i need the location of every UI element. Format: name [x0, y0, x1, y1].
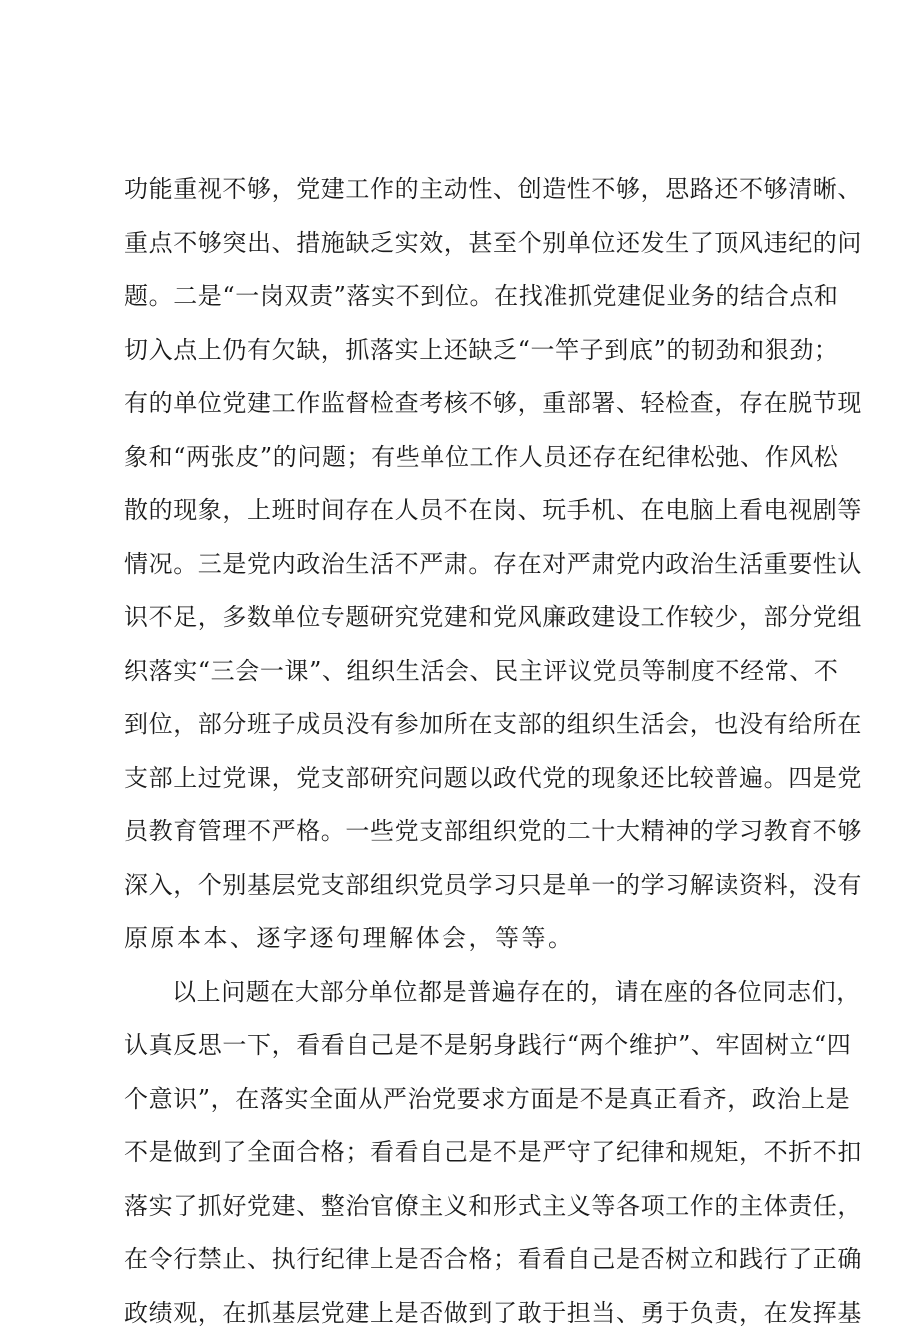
- text-line: 落实了抓好党建、整治官僚主义和形式主义等各项工作的主体责任，: [124, 1180, 824, 1234]
- text-line: 识不足，多数单位专题研究党建和党风廉政建设工作较少，部分党组: [124, 591, 824, 645]
- text-line: 情况。三是党内政治生活不严肃。存在对严肃党内政治生活重要性认: [124, 538, 824, 592]
- text-line: 散的现象，上班时间存在人员不在岗、玩手机、在电脑上看电视剧等: [124, 484, 824, 538]
- body-text: [124, 163, 824, 1340]
- text-line: 题。二是“一岗双责”落实不到位。在找准抓党建促业务的结合点和: [124, 270, 824, 324]
- text-line: 切入点上仍有欠缺，抓落实上还缺乏“一竿子到底”的韧劲和狠劲；: [124, 324, 824, 378]
- text-line: 不是做到了全面合格；看看自己是不是严守了纪律和规矩，不折不扣: [124, 1126, 824, 1180]
- text-line: 深入，个别基层党支部组织党员学习只是单一的学习解读资料，没有: [124, 859, 824, 913]
- text-line: 功能重视不够，党建工作的主动性、创造性不够，思路还不够清晰、: [124, 163, 824, 217]
- text-line: 员教育管理不严格。一些党支部组织党的二十大精神的学习教育不够: [124, 805, 824, 859]
- text-line: 有的单位党建工作监督检查考核不够，重部署、轻检查，存在脱节现: [124, 377, 824, 431]
- text-line: 政绩观，在抓基层党建上是否做到了敢于担当、勇于负责，在发挥基: [124, 1287, 824, 1340]
- text-line: 支部上过党课，党支部研究问题以政代党的现象还比较普遍。四是党: [124, 752, 824, 806]
- text-line: 在令行禁止、执行纪律上是否合格；看看自己是否树立和践行了正确: [124, 1233, 824, 1287]
- text-line: 个意识”，在落实全面从严治党要求方面是不是真正看齐，政治上是: [124, 1073, 824, 1127]
- text-line: 原原本本、逐字逐句理解体会，等等。: [124, 912, 824, 966]
- text-line-paragraph-start: 以上问题在大部分单位都是普遍存在的，请在座的各位同志们，: [124, 966, 824, 1020]
- text-line: 认真反思一下，看看自己是不是躬身践行“两个维护”、牢固树立“四: [124, 1019, 824, 1073]
- text-line: 重点不够突出、措施缺乏实效，甚至个别单位还发生了顶风违纪的问: [124, 217, 824, 271]
- text-line: 到位，部分班子成员没有参加所在支部的组织生活会，也没有给所在: [124, 698, 824, 752]
- text-line: 织落实“三会一课”、组织生活会、民主评议党员等制度不经常、不: [124, 645, 824, 699]
- text-line: 象和“两张皮”的问题；有些单位工作人员还存在纪律松弛、作风松: [124, 431, 824, 485]
